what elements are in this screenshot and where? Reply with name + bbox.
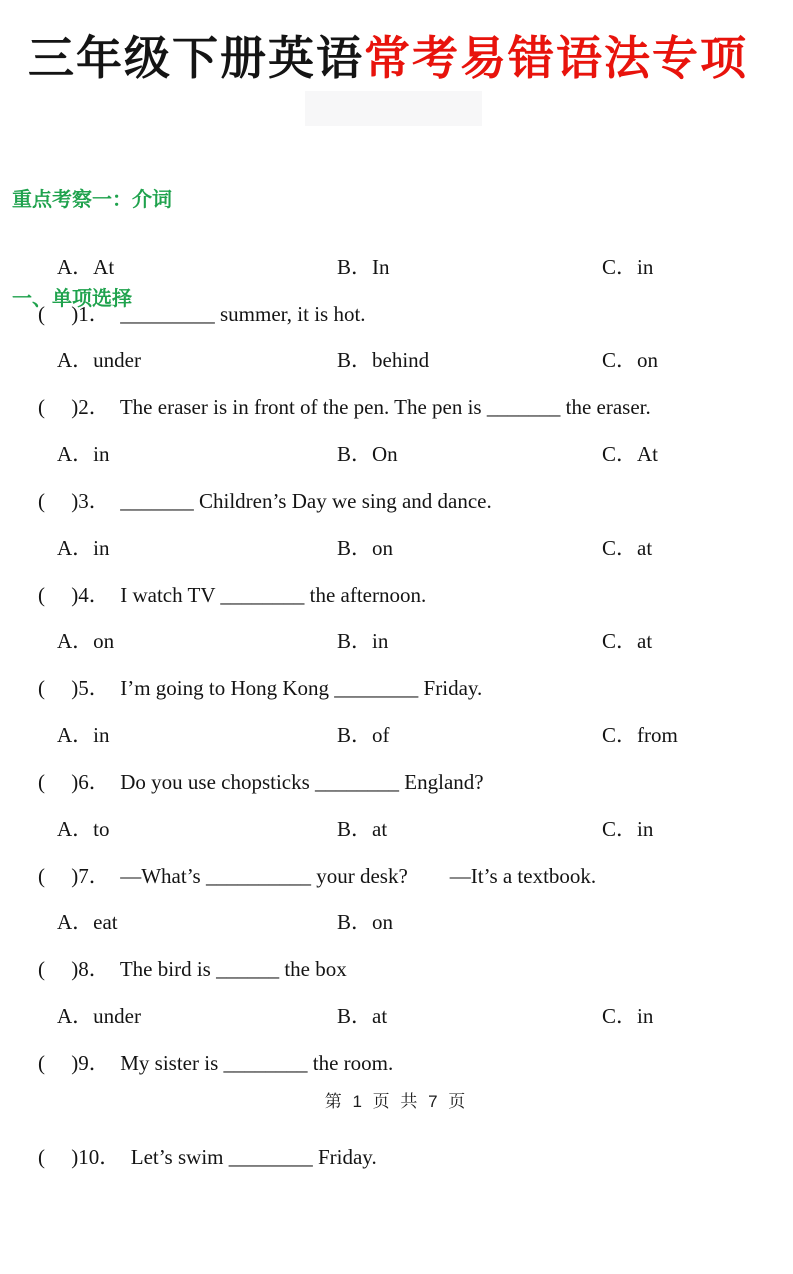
- section-heading-prepositions: 重点考察一：介词: [12, 189, 172, 211]
- question-5-option-a: A．on: [57, 629, 115, 654]
- page-title-red: 常考易错语法专项: [364, 33, 748, 84]
- question-1-options: [0, 244, 793, 291]
- question-9-option-c: C．in: [602, 1004, 654, 1029]
- question-5-options: [0, 618, 793, 665]
- question-3-option-b: B．On: [337, 442, 398, 467]
- question-6-options: [0, 712, 793, 759]
- question-1-text: ( )1． _________ summer, it is hot.: [38, 301, 366, 326]
- question-9-option-b: B．at: [337, 1004, 388, 1029]
- page-number: 第 1 页 共 7 页: [324, 1092, 469, 1111]
- question-5-text: ( )5． I’m going to Hong Kong ________ Friday.: [38, 676, 483, 701]
- question-2-option-c: C．on: [602, 348, 659, 373]
- question-8-option-b: B．on: [337, 910, 394, 935]
- question-2-text: ( )2． The eraser is in front of the pen. The pen is _______ the eraser.: [38, 395, 651, 420]
- question-3-options: [0, 431, 793, 478]
- question-3-option-a: A．in: [57, 442, 110, 467]
- question-3-text: ( )3． _______ Children’s Day we sing and dance.: [38, 489, 492, 513]
- question-7-options: [0, 806, 793, 853]
- question-7-option-c: C．in: [602, 816, 654, 841]
- question-6-option-a: A．in: [57, 723, 110, 748]
- question-7-option-a: A．to: [57, 816, 110, 841]
- question-4-option-a: A．in: [57, 535, 110, 560]
- question-8-option-a: A．eat: [57, 910, 118, 935]
- question-9-option-a: A．under: [57, 1004, 141, 1029]
- question-2-option-b: B．behind: [337, 348, 430, 373]
- question-3-option-c: C．At: [602, 442, 659, 467]
- question-4-option-b: B．on: [337, 535, 394, 560]
- page-title-black: 三年级下册英语: [28, 33, 364, 84]
- question-1-option-a: A．At: [57, 254, 115, 279]
- question-4-text: ( )4． I watch TV ________ the afternoon.: [38, 582, 427, 607]
- section-heading-multiple-choice: 一、单项选择: [12, 288, 132, 310]
- question-5-option-b: B．in: [337, 629, 389, 654]
- question-6-option-b: B．of: [337, 723, 390, 748]
- question-5-option-c: C．at: [602, 629, 653, 654]
- question-4-option-c: C．at: [602, 535, 653, 560]
- question-9-text: ( )9． My sister is ________ the room.: [38, 1050, 394, 1075]
- question-7-text: ( )7． —What’s __________ your desk? —It’s a textbook.: [38, 863, 597, 888]
- question-1-option-b: B．In: [337, 254, 390, 279]
- question-6-text: ( )6． Do you use chopsticks ________ England?: [38, 769, 484, 794]
- highlight-box: [305, 91, 482, 126]
- question-2-option-a: A．under: [57, 348, 141, 373]
- question-8-options: [0, 899, 793, 946]
- question-10-text: ( )10． Let’s swim ________ Friday.: [38, 1144, 377, 1169]
- question-7-option-b: B．at: [337, 816, 388, 841]
- page-title: [28, 30, 788, 88]
- question-2-options: [0, 337, 793, 384]
- question-8-text: ( )8． The bird is ______ the box: [38, 957, 347, 982]
- question-1-option-c: C．in: [602, 254, 654, 279]
- question-4-options: [0, 525, 793, 572]
- question-6-option-c: C．from: [602, 723, 678, 748]
- question-9-options: [0, 993, 793, 1040]
